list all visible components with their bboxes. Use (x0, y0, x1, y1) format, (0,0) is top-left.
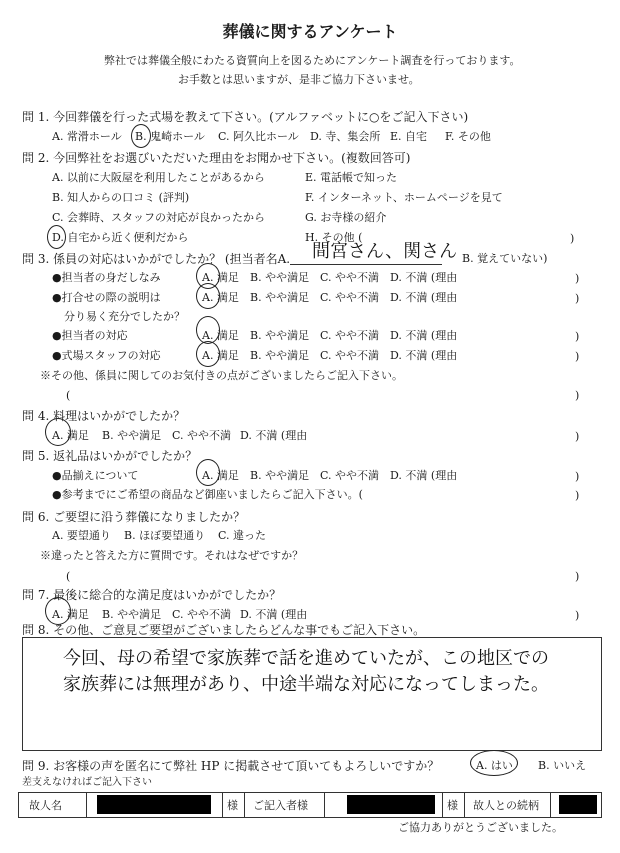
q3-row2-b: B. やや満足 (250, 291, 310, 304)
q3-row3-a: A. 満足 (202, 329, 239, 342)
q2-option-e: E. 電話帳で知った (305, 171, 398, 184)
q3-row2-close: ) (575, 292, 580, 305)
q3-row2-d: D. 不満 (理由 (390, 291, 458, 304)
q6-note: ※違ったと答えた方に質問です。それはなぜですか？ (40, 549, 304, 562)
q6-note-close: ) (575, 570, 580, 583)
q9-circle (470, 750, 518, 776)
q5-row1-d: D. 不満 (理由 (390, 469, 458, 482)
page-title: 葬儀に関するアンケート (222, 22, 398, 41)
q3-row4-b: B. やや満足 (250, 349, 310, 362)
q3-row3-close: ) (575, 330, 580, 343)
q2-option-b: B. 知人からの口コミ (評判) (52, 191, 190, 204)
q2-option-f: F. インターネット、ホームページを見て (305, 191, 503, 204)
writer-label: ご記入者様 (253, 799, 308, 812)
q1-option-b: B. 鬼崎ホール (135, 130, 205, 143)
q3-row4-d: D. 不満 (理由 (390, 349, 458, 362)
q8-label: 問 8. その他、ご意見ご要望がございましたらどんな事でもご記入下さい。 (22, 623, 426, 637)
q3-row2-sub: 分り易く充分でしたか？ (64, 310, 185, 323)
q7-d: D. 不満 (理由 (240, 608, 308, 621)
closing-text: ご協力ありがとうございました。 (398, 821, 563, 834)
name-table (18, 792, 602, 818)
q9-a: A. はい (476, 759, 513, 772)
q3-row3-circle (196, 316, 220, 344)
q5-row1-a: A. 満足 (202, 469, 239, 482)
sama1-label: 様 (227, 799, 238, 812)
q9-label: 問 9. お客様の声を匿名にて弊社 HP に掲載させて頂いてもよろしいですか？ (22, 759, 440, 773)
sama1-cell (223, 793, 245, 817)
q1-option-d: D. 寺、集会所 (310, 130, 381, 143)
writer-name-cell (325, 793, 443, 817)
q7-close: ) (575, 609, 580, 622)
q4-a: A. 満足 (52, 429, 89, 442)
q2-answer-circle (47, 225, 66, 249)
q3-note-close: ) (575, 389, 580, 402)
q3-row1-c: C. やや不満 (320, 271, 380, 284)
q1-label: 問 1. 今回葬儀を行った式場を教えて下さい。(アルファベットに○をご記入下さい) (22, 110, 469, 124)
q5-label: 問 5. 返礼品はいかがでしたか？ (22, 449, 198, 463)
sama2-cell (443, 793, 465, 817)
q4-c: C. やや不満 (172, 429, 232, 442)
q3-row4-a: A. 満足 (202, 349, 239, 362)
deceased-label: 故人名 (29, 799, 62, 812)
q8-handwritten-2: 家族葬には無理があり、中途半端な対応になってしまった。 (63, 674, 549, 695)
redacted-relation (559, 795, 597, 814)
q8-comment-box (22, 637, 602, 751)
q3-option-b: B. 覚えていない) (462, 252, 548, 265)
redacted-writer-name (347, 795, 435, 814)
q3-row3-d: D. 不満 (理由 (390, 329, 458, 342)
q2-label: 問 2. 今回弊社をお選びいただいた理由をお聞かせ下さい。(複数回答可) (22, 151, 411, 165)
relation-value-cell (551, 793, 601, 817)
q6-c: C. 違った (218, 529, 267, 542)
deceased-name-cell (87, 793, 223, 817)
q7-c: C. やや不満 (172, 608, 232, 621)
q2-option-d: D. 自宅から近く便利だから (52, 231, 189, 244)
q3-row2-c: C. やや不満 (320, 291, 380, 304)
q3-row1-d: D. 不満 (理由 (390, 271, 458, 284)
q1-option-f: F. その他 (445, 130, 491, 143)
q1-answer-circle (131, 124, 151, 148)
q3-row3-b: B. やや満足 (250, 329, 310, 342)
q2-option-a: A. 以前に大阪屋を利用したことがあるから (52, 171, 265, 184)
q8-handwritten-1: 今回、母の希望で家族葬で話を進めていたが、この地区での (63, 648, 549, 669)
q3-row1-a: A. 満足 (202, 271, 239, 284)
q4-d: D. 不満 (理由 (240, 429, 308, 442)
q4-circle (45, 418, 71, 446)
q6-a: A. 要望通り (52, 529, 111, 542)
q3-row3-c: C. やや不満 (320, 329, 380, 342)
q3-row4-c: C. やや不満 (320, 349, 380, 362)
q3-row1-label: ●担当者の身だしなみ (52, 271, 161, 284)
q3-row2-label: ●打合せの際の説明は (52, 291, 161, 304)
q3-row4-label: ●式場スタッフの対応 (52, 349, 161, 362)
q5-row1-c: C. やや不満 (320, 469, 380, 482)
relation-label: 故人との続柄 (473, 799, 539, 812)
q5-row1-circle (196, 459, 220, 486)
q3-staff-handwritten: 間宮さん、関さん (312, 241, 458, 262)
deceased-label-cell (19, 793, 87, 817)
q3-row4-circle (196, 341, 220, 367)
q9-sub: 差支えなければご記入下さい (22, 777, 152, 788)
redacted-deceased-name (97, 795, 211, 814)
q4-close: ) (575, 430, 580, 443)
q2-other-close: ) (570, 232, 575, 245)
writer-label-cell (245, 793, 325, 817)
q1-option-c: C. 阿久比ホール (218, 130, 299, 143)
q4-label: 問 4. 料理はいかがでしたか？ (22, 409, 186, 423)
q9-b: B. いいえ (538, 759, 587, 772)
intro-line-1: 弊社では葬儀全般にわたる資質向上を図るためにアンケート調査を行っております。 (104, 54, 521, 67)
q1-option-a: A. 常滑ホール (52, 130, 122, 143)
q5-row1-label: ●品揃えについて (52, 469, 139, 482)
q3-label: 問 3. 係員の対応はいかがでしたか？ (担当者名A. (22, 252, 291, 266)
intro-line-2: お手数とは思いますが、是非ご協力下さいませ。 (178, 73, 420, 86)
q3-row1-close: ) (575, 272, 580, 285)
q5-row2: ●参考までにご希望の商品など御座いましたらご記入下さい。( (52, 488, 363, 501)
q7-circle (45, 597, 71, 625)
q7-label: 問 7. 最後に総合的な満足度はいかがでしたか？ (22, 588, 282, 602)
q3-row1-b: B. やや満足 (250, 271, 310, 284)
q5-row1-b: B. やや満足 (250, 469, 310, 482)
q1-option-e: E. 自宅 (390, 130, 428, 143)
q2-option-h: H. その他 ( (305, 231, 363, 244)
q7-a: A. 満足 (52, 608, 89, 621)
q7-b: B. やや満足 (102, 608, 162, 621)
q2-option-g: G. お寺様の紹介 (305, 211, 387, 224)
q3-row4-close: ) (575, 350, 580, 363)
q2-option-c: C. 会葬時、スタッフの対応が良かったから (52, 211, 266, 224)
q3-row2-a: A. 満足 (202, 291, 239, 304)
relation-label-cell (465, 793, 551, 817)
q3-note: ※その他、係員に関してのお気付きの点がございましたらご記入下さい。 (40, 369, 403, 382)
q6-b: B. ほぼ要望通り (124, 529, 206, 542)
q5-row1-close: ) (575, 470, 580, 483)
q3-note-open: ( (66, 389, 71, 402)
q5-row2-close: ) (575, 489, 580, 502)
q6-note-open: ( (66, 570, 71, 583)
q3-row3-label: ●担当者の対応 (52, 329, 128, 342)
q6-label: 問 6. ご要望に沿う葬儀になりましたか？ (22, 510, 246, 524)
q4-b: B. やや満足 (102, 429, 162, 442)
q3-row2-circle (196, 283, 220, 309)
q3-staff-underline (290, 264, 442, 265)
sama2-label: 様 (447, 799, 458, 812)
